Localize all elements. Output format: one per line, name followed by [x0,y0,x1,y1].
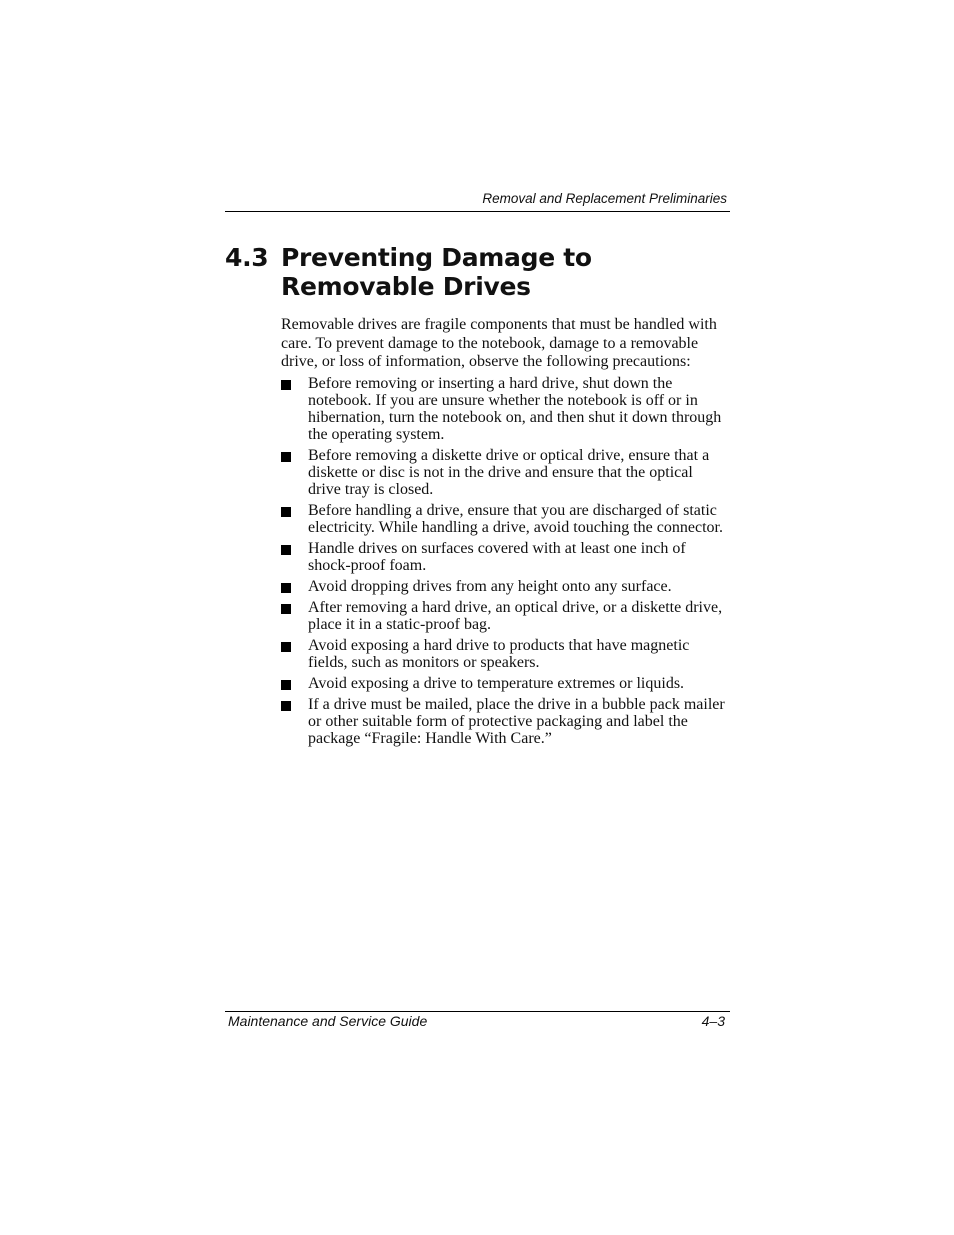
list-item [281,696,727,747]
running-header: Removal and Replacement Preliminaries [482,191,727,206]
list-item-text: Before removing a diskette drive or optical drive, ensure that a diskette or disc is not in the drive and ensure that the optical drive tray is closed. [308,446,710,498]
list-item-text: Before handling a drive, ensure that you are discharged of static electricity. While handling a drive, avoid touching the connector. [308,501,723,536]
square-bullet-icon [281,452,291,462]
list-item-text: Avoid exposing a hard drive to products that have magnetic fields, such as monitors or speakers. [308,636,690,671]
square-bullet-icon [281,680,291,690]
intro-paragraph: Removable drives are fragile components that must be handled with care. To prevent damage to the notebook, damage to a removable drive, or loss of information, observe the following precautions: [281,316,717,370]
page-number: 4–3 [701,1013,725,1029]
list-item [281,578,727,595]
precautions-list [281,375,727,747]
section-title-line2: Removable Drives [281,272,531,301]
square-bullet-icon [281,545,291,555]
list-item-text: Avoid exposing a drive to temperature extremes or liquids. [308,674,685,692]
list-item-text: If a drive must be mailed, place the drive in a bubble pack mailer or other suitable form of protective packaging and label the package “Fragile: Handle With Care.” [308,695,725,747]
section-body [281,316,727,751]
list-item [281,637,727,671]
section-heading [225,243,730,301]
list-item [281,599,727,633]
list-item [281,447,727,498]
square-bullet-icon [281,507,291,517]
list-item-text: Before removing or inserting a hard drive, shut down the notebook. If you are unsure whether the notebook is off or in hibernation, turn the notebook on, and then shut it down through the operating system. [308,374,722,443]
list-item [281,540,727,574]
section-number: 4.3 [225,243,269,272]
square-bullet-icon [281,604,291,614]
square-bullet-icon [281,380,291,390]
header-rule [225,211,730,212]
list-item [281,502,727,536]
section-title-line1: Preventing Damage to [281,243,592,272]
footer-guide-title: Maintenance and Service Guide [228,1013,428,1029]
list-item-text: Avoid dropping drives from any height onto any surface. [308,577,672,595]
section-title [281,243,701,301]
list-item-text: Handle drives on surfaces covered with at least one inch of shock-proof foam. [308,539,686,574]
footer-rule [225,1011,730,1012]
square-bullet-icon [281,701,291,711]
page-footer [228,1013,725,1029]
list-item-text: After removing a hard drive, an optical drive, or a diskette drive, place it in a static-proof bag. [308,598,723,633]
list-item [281,375,727,443]
list-item [281,675,727,692]
square-bullet-icon [281,583,291,593]
square-bullet-icon [281,642,291,652]
